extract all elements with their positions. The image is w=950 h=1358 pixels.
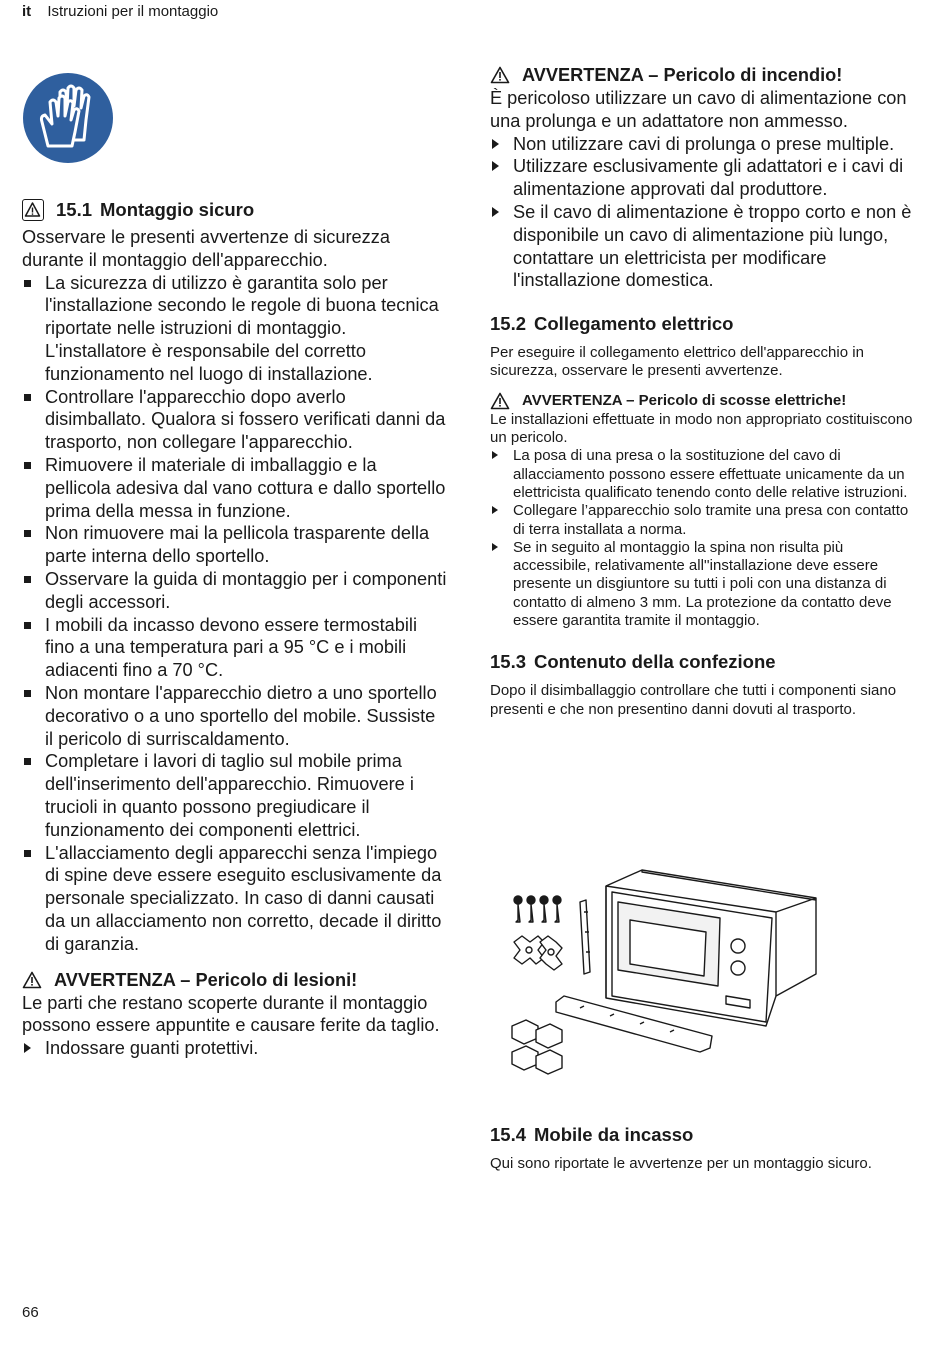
bracket-icon [580,900,590,974]
warning-injury-title: AVVERTENZA – Pericolo di lesioni! [22,968,447,992]
spacer-blocks-icon [512,1020,562,1074]
section-heading-15-3: 15.3 Contenuto della confezione [490,651,776,673]
safety-list [22,272,447,956]
list-item: Utilizzare esclusivamente gli adattatori e i cavi di alimentazione approvati dal produttore. [490,155,915,201]
list-item: Rimuovere il materiale di imballaggio e la pellicola adesiva dal vano cottura e dallo sportello prima della messa in funzione. [22,454,447,522]
gloves-mandatory-icon [22,72,114,164]
warning-triangle-icon [22,971,42,989]
list-item: Controllare l'apparecchio dopo averlo disimballato. Qualora si fossero verificati danni da trasporto, non collegare l'apparecchio. [22,386,447,454]
clips-icon [514,936,562,970]
warning-box-icon [22,199,44,221]
section-intro: Osservare le presenti avvertenze di sicurezza durante il montaggio dell'apparecchio. [22,227,390,270]
warning-fire-text: È pericoloso utilizzare un cavo di alimentazione con una prolunga e un adattatore non ammesso. [490,88,907,131]
warning-injury-actions [22,1037,447,1060]
list-item: Non rimuovere mai la pellicola trasparente della parte interna dello sportello. [22,522,447,568]
list-item: Non montare l'apparecchio dietro a uno sportello decorativo o a uno sportello del mobile. Sussiste il pericolo di surriscaldamento. [22,682,447,750]
list-item: Collegare l’apparecchio solo tramite una presa con contatto di terra installata a norma. [490,502,915,539]
warning-fire-actions [490,133,915,293]
list-item: La sicurezza di utilizzo è garantita solo per l'installazione secondo le regole di buona tecnica riportate nelle istruzioni di montaggio. L'installatore è responsabile del corretto funzionamento nel luogo di installazione. [22,272,447,386]
microwave-oven-icon [606,870,816,1026]
left-column [22,198,447,1060]
header-title: Istruzioni per il montaggio [47,3,219,20]
warning-triangle-icon [490,66,510,84]
warning-injury-text: Le parti che restano scoperte durante il montaggio possono essere appuntite e causare ferite da taglio. [22,992,440,1036]
section-title: Montaggio sicuro [100,199,255,220]
right-column [490,63,915,719]
warning-shock-text: Le installazioni effettuate in modo non appropriato costituiscono un pericolo. [490,410,913,447]
warning-fire-title: AVVERTENZA – Pericolo di incendio! [490,63,915,87]
screws-icon [514,896,561,922]
list-item: Osservare la guida di montaggio per i componenti degli accessori. [22,568,447,614]
page-number: 66 [22,1304,39,1321]
list-item: Completare i lavori di taglio sul mobile prima dell'inserimento dell'apparecchio. Rimuovere i trucioli in quanto possono pregiudicare il funzionamento dei componenti elettrici. [22,750,447,841]
section-intro: Dopo il disimballaggio controllare che tutti i componenti siano presenti e che non presentino danni dovuti al trasporto. [490,682,897,718]
package-contents-illustration [500,862,820,1087]
page-header [22,3,218,20]
list-item: Se il cavo di alimentazione è troppo corto e non è disponibile un cavo di alimentazione più lungo, contattare un elettricista per modificare l'installazione domestica. [490,201,915,292]
list-item: L'allacciamento degli apparecchi senza l'impiego di spine deve essere eseguito esclusivamente da personale specializzato. In caso di danni causati da un allacciamento non corretto, decade il diritto di garanzia. [22,842,447,956]
list-item: Indossare guanti protettivi. [22,1037,447,1060]
warning-shock-actions [490,447,915,630]
list-item: Se in seguito al montaggio la spina non risulta più accessibile, relativamente all''installazione deve essere presente un disgiuntore su tutti i poli con una distanza di contatto di almeno 3 mm. La protezione da contatto deve essere garantita tramite il montaggio. [490,539,915,630]
list-item: Non utilizzare cavi di prolunga o prese multiple. [490,133,915,156]
section-heading-15-4: 15.4 Mobile da incasso [490,1124,694,1145]
list-item: I mobili da incasso devono essere termostabili fino a una temperatura pari a 95 °C e i mobili adiacenti fino a 70 °C. [22,614,447,682]
section-heading-15-2: 15.2 Collegamento elettrico [490,313,734,335]
list-item: La posa di una presa o la sostituzione del cavo di allacciamento possono essere effettuate unicamente da un elettricista qualificato tenendo conto delle relative istruzioni. [490,447,915,502]
warning-triangle-icon [490,392,510,410]
section-intro: Per eseguire il collegamento elettrico dell'apparecchio in sicurezza, osservare le presenti avvertenze. [490,344,864,380]
section-15-4 [490,1123,915,1173]
section-intro: Qui sono riportate le avvertenze per un montaggio sicuro. [490,1155,872,1172]
section-number: 15.1 [56,199,93,220]
language-code: it [22,3,32,20]
section-heading-15-1 [22,198,447,222]
warning-shock-title: AVVERTENZA – Pericolo di scosse elettriche! [490,391,915,411]
